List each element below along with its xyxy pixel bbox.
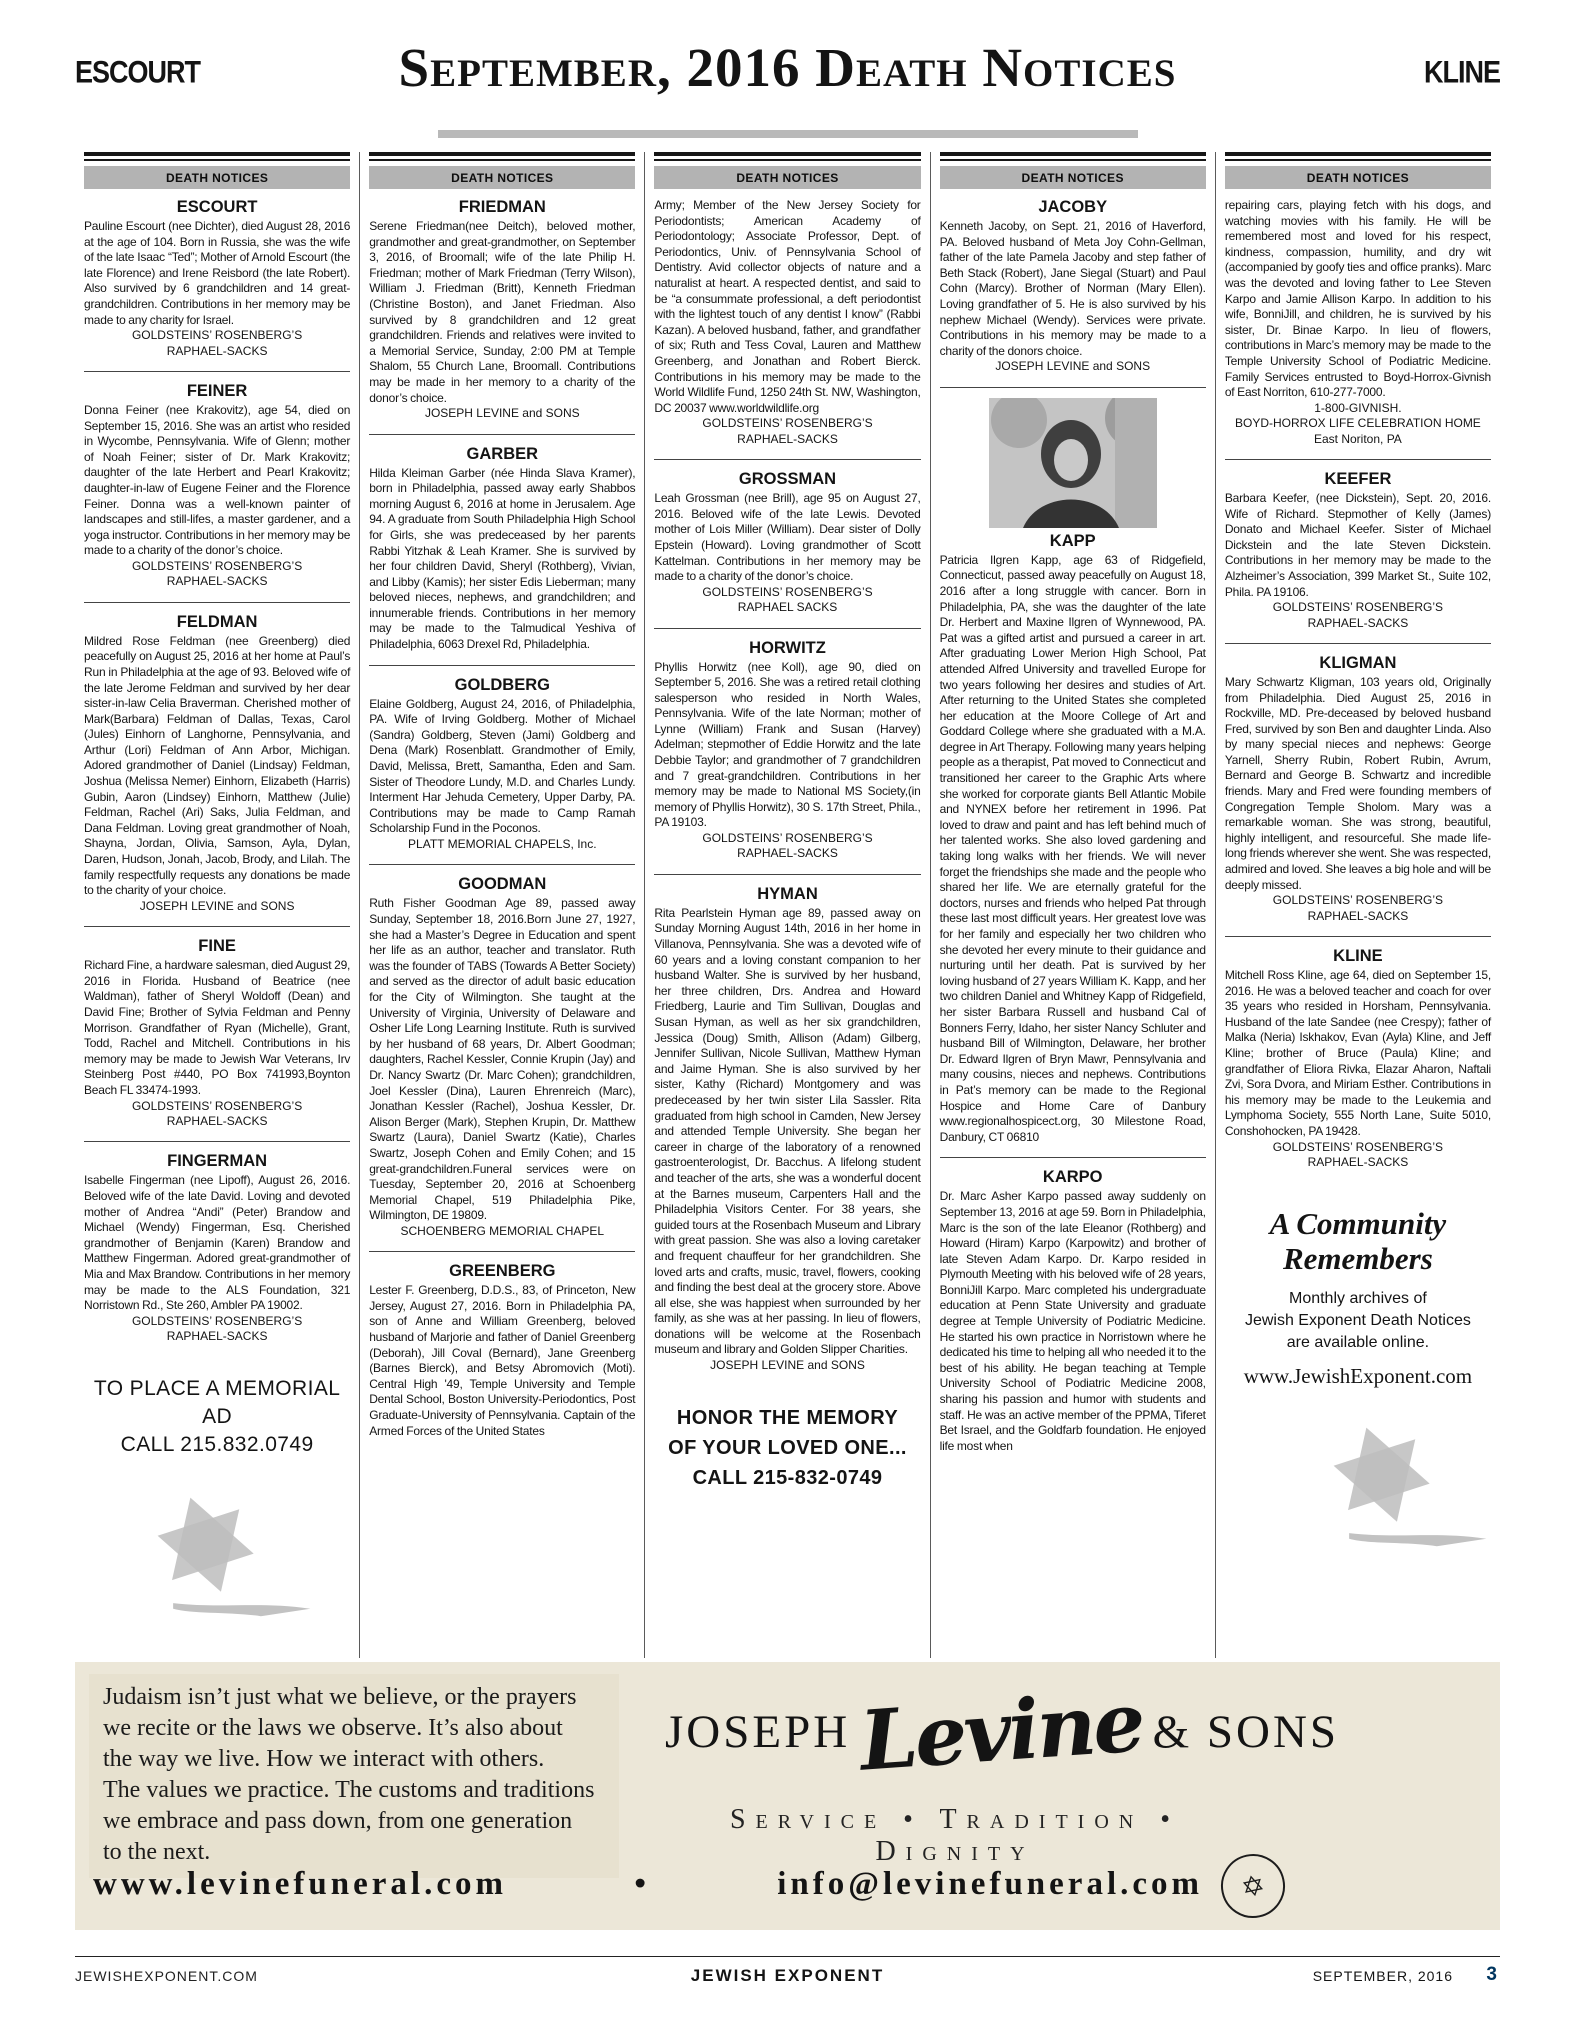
death-notice bbox=[654, 198, 920, 447]
notice-surname: KAPP bbox=[1049, 531, 1096, 550]
funeral-home-credit: RAPHAEL-SACKS bbox=[166, 1329, 268, 1344]
notice-surname: GROSSMAN bbox=[738, 470, 837, 489]
column-header-label: DEATH NOTICES bbox=[654, 166, 920, 189]
death-notice bbox=[84, 382, 350, 590]
notice-surname: FINE bbox=[198, 937, 236, 956]
notice-body: Rita Pearlstein Hyman age 89, passed away on Sunday Morning August 14th, 2016 in her home in Villanova, Pennsylvania. She was a devoted wife of 60 years and a loving constant companion to her husband Walter. She is survived by her husband, her three children, Drs. Andrea and Howard Friedberg, Laurie and Tim Sullivan, Douglas and Susan Hyman, as well as her six grandchildren, Jessica (Doug) Smith, Allison (Adam) Gilberg, Jennifer Sullivan, Nicole Sullivan, Matthew Hyman and Jaime Hyman. She is also survived by her sister, Kathy (Richard) Montgomery and was predeceased by her twin sister Lila Sassler. Rita graduated from high school in Camden, New Jersey and attended Temple University. She began her career in charge of the laboratory of a renowned gastroenterologist, Dr. Bacchus. A lifelong student and teacher of the arts, she was a wonderful docent at the Barnes museum, Carpenters Hall and the Philadelphia Visitors Center. For 38 years, she guided tours at the Rosenbach Museum and Library with great passion. She was also a loving caretaker and frequent chauffeur for her grandchildren. She loved arts and crafts, music, travel, flowers, cooking and finding the best deal at the grocery store. Above all else, she was happiest when surrounded by her family, as she was at her passing. In lieu of flowers, donations will be welcome at the Rosenbach museum and library and Golden Slipper Charities. bbox=[654, 905, 921, 1357]
ad-copy-line: the way we live. How we interact with others. bbox=[103, 1746, 545, 1772]
footer-site: JEWISHEXPONENT.COM bbox=[75, 1968, 258, 1984]
notice-body: Barbara Keefer, (nee Dickstein), Sept. 20, 2016. Wife of Richard. Stepmother of Kelly (James) Donato and Michael Keefer. Sister of Michael Dickstein and the late Steven Dickstein. Contributions in her memory may be made to the Alzheimer’s Association, 399 Market St., Suite 102, Phila. PA 19106. bbox=[1224, 490, 1492, 599]
community-remembers-title: A Community Remembers bbox=[1269, 1206, 1447, 1277]
portrait-photo bbox=[989, 398, 1157, 528]
death-notice bbox=[940, 398, 1206, 1146]
notice-separator bbox=[369, 864, 635, 865]
funeral-home-credit: GOLDSTEINS’ ROSENBERG’S bbox=[1272, 1139, 1444, 1154]
funeral-home-credit: GOLDSTEINS’ ROSENBERG’S bbox=[1272, 600, 1444, 615]
funeral-home-credit: JOSEPH LEVINE and SONS bbox=[710, 1358, 865, 1373]
ad-copy bbox=[89, 1674, 619, 1878]
funeral-home-credit: PLATT MEMORIAL CHAPELS, Inc. bbox=[408, 837, 597, 851]
notice-body: Elaine Goldberg, August 24, 2016, of Philadelphia, PA. Wife of Irving Goldberg. Mother of Michael (Sandra) Goldberg, Steven (Jami) Goldberg and Dena (Mark) Rosenblatt. Grandmother of Emily, David, Melissa, Brett, Samantha, Eden and Sam. Sister of Theodore Lundy, M.D. and Charles Lundy. Interment Har Jehuda Cemetery, Upper Darby, PA. Contributions may be made to Camp Ramah Scholarship Fund in the Poconos. bbox=[369, 696, 636, 836]
funeral-home-credit: East Noriton, PA bbox=[1314, 431, 1402, 446]
promo-line: HONOR THE MEMORY bbox=[676, 1407, 899, 1430]
death-notice bbox=[1225, 198, 1491, 447]
community-remembers-line: are available online. bbox=[1286, 1334, 1430, 1352]
footer-date: SEPTEMBER, 2016 bbox=[1312, 1968, 1453, 1984]
levine-logo bbox=[665, 1674, 1340, 1790]
column-top-rule-thin bbox=[1225, 159, 1491, 161]
notice-body: Mildred Rose Feldman (nee Greenberg) died peacefully on August 25, 2016 at her home at Paul’s Run in Philadelphia at the age of 93. Beloved wife of the late Jerome Feldman and survived by her dear sister-in-law Celia Braverman. Cherished mother of Mark(Barbara) Feldman of Dallas, Texas, Carol (Jules) Einhorn of Langhorne, Pennsylvania, and Arthur (Lori) Feldman of Ann Arbor, Michigan. Adored grandmother of Daniel (Lindsay) Feldman, Joshua (Melissa Nemer) Einhorn, Elizabeth (Harris) Gubin, Aaron (Lindsey) Einhorn, Matthew (Julie) Feldman, Rachel (Ari) Saks, Julia Feldman, and Dana Feldman. Loving great grandmother of Noah, Shayna, Jordan, Olivia, Samson, Ayla, Dylan, Daren, Hudson, Jonah, Jacob, Brody, and Lilah. The family respectfully requests any donations be made to the charity of your choice. bbox=[84, 633, 351, 898]
notice-body: Dr. Marc Asher Karpo passed away suddenly on September 13, 2016 at age 59. Born in Philadelphia, Marc is the son of the late Eleanor (Rothberg) and Howard (Hiram) Karpo (Karpowitz) and brother of late Steven Adam Karpo. Dr. Karpo resided in Plymouth Meeting with his beloved wife of 28 years, BonniJill Karpo. Marc completed his undergraduate education at Penn State University and graduate degree at Temple University of Podiatric Medicine. He started his own practice in Norristown where he dedicated his time to helping all who needed it to the best of his ability. He began teaching at Temple University School of Podiatric Medicine 2008, sharing his passion and humor with students and staff. He was an active member of the PPMA, Tiferet Bet Israel, and the Goldfarb foundation. He enjoyed life most when bbox=[939, 1189, 1206, 1453]
column-header-label: DEATH NOTICES bbox=[369, 166, 635, 189]
promo-line: TO PLACE A MEMORIAL AD bbox=[93, 1376, 341, 1428]
funeral-home-credit: GOLDSTEINS’ ROSENBERG’S bbox=[131, 1313, 303, 1328]
column-top-rule-thin bbox=[369, 159, 635, 161]
levine-ad bbox=[75, 1662, 1500, 1930]
funeral-home-credit: GOLDSTEINS’ ROSENBERG’S bbox=[1272, 893, 1444, 908]
notice-separator bbox=[940, 387, 1206, 388]
star-of-david-graphic bbox=[84, 1493, 350, 1633]
funeral-home-credit: RAPHAEL-SACKS bbox=[166, 343, 268, 358]
funeral-home-credit: RAPHAEL-SACKS bbox=[737, 431, 838, 446]
notice-surname: GREENBERG bbox=[449, 1262, 556, 1281]
notice-body: Phyllis Horwitz (nee Koll), age 90, died on September 5, 2016. She was a retired retail clothing salesperson who resided in North Wales, Pennsylvania. Wife of the late Norman; mother of Lynne (William) Frank and Susan (Harvey) Adelman; stepmother of Eddie Horwitz and the late Debbie Taylor; and grandmother of 7 grandchildren and 7 great-grandchildren. Contributions in her memory may be made to National MS Society,(in memory of Phyllis Horwitz), 30 S. 17th Street, Phila., PA 19103. bbox=[654, 659, 921, 830]
footer-page-number: 3 bbox=[1486, 1964, 1497, 1985]
notice-separator bbox=[654, 459, 920, 460]
funeral-home-credit: RAPHAEL SACKS bbox=[737, 600, 838, 615]
memorial-ad-promo bbox=[84, 1375, 350, 1459]
community-remembers-url: www.JewishExponent.com bbox=[1243, 1364, 1473, 1389]
death-notice bbox=[654, 639, 920, 862]
death-notice bbox=[1225, 470, 1491, 631]
notice-body: Patricia Ilgren Kapp, age 63 of Ridgefield, Connecticut, passed away peacefully on August 18, 2016 after a long struggle with cancer. Born in Philadelphia, PA, she was the daughter of the late Dr. Herbert and Maxine Ilgren of Wynnewood, PA. Pat was a gifted artist and pursued a career in art. After graduating Lower Merion High School, Pat attended Alfred University and travelled Europe for two years following her desires and studies of Art. After returning to the United States she completed her education at the Moore College of Art and Goddard College where she graduated with a M.A. degree in Art Therapy. Following many years helping people as a therapist, Pat moved to Connecticut and transitioned her career to the Graphic Arts where she worked for corporate giants Bell Atlantic Mobile and NYNEX before her retirement in 1996. Pat loved to draw and paint and has left behind much of her talented works. She also loved gardening and taking long walks with her friends. We will never forget the friendships she made and the people who shared her life. We are eternally grateful for the doctors, nurses and friends who helped Pat through these last most difficult years. Her greatest love was for her family and especially her two children who she devoted her every minute to their guidance and nurturing until her death. Pat is survived by her loving husband of 27 years William K. Kapp, and her two children Daniel and Whitney Kapp of Ridgefield, her sister Barbara Russell and husband Cal of Bonners Ferry, Idaho, her sister Nancy Schluter and husband Bill of Wilmington, Delaware, her brother Dr. Edward Ilgren of Bryn Mawr, Pennsylvania and many cousins, nieces and nephews. Contributions in Pat’s memory can be made to the Regional Hospice and Home Care of Danbury www.regionalhospicect.org, 30 Milestone Road, Danbury, CT 06810 bbox=[939, 552, 1206, 1144]
notice-surname: KLINE bbox=[1333, 947, 1383, 966]
notice-separator bbox=[654, 874, 920, 875]
notice-surname: KEEFER bbox=[1324, 469, 1392, 488]
notice-surname: KARPO bbox=[1042, 1168, 1103, 1187]
funeral-home-credit: BOYD-HORROX LIFE CELEBRATION HOME bbox=[1235, 416, 1481, 431]
honor-memory-promo bbox=[654, 1403, 920, 1493]
notice-surname: FEINER bbox=[186, 381, 248, 400]
column-top-rule-thin bbox=[940, 159, 1206, 161]
column-top-rule bbox=[84, 152, 350, 156]
footer-paper-name: JEWISH EXPONENT bbox=[690, 1966, 885, 1985]
funeral-home-credit: JOSEPH LEVINE and SONS bbox=[995, 359, 1151, 374]
notice-body: Army; Member of the New Jersey Society for Periodontists; American Academy of Periodontology; Associate Professor, Dept. of Periodontics, Univ. of Pennsylvania School of Dentistry. Avid collector objects of nature and a naturalist at heart. A respected dentist, and said to be “a consummate professional, a deft periodontist with the lightest touch of any dentist I know” (Rabbi Kazan). A beloved husband, father, and grandfather of six; Ruth and Tess Coval, Lauren and Matthew Greenberg, and Jonathan and Robert Bierck. Contributions in his memory may be made to the World Wildlife Fund, 1250 24th St. NW, Washington, DC 20037 www.worldwildlife.org bbox=[654, 198, 921, 415]
promo-line: CALL 215.832.0749 bbox=[120, 1432, 314, 1456]
funeral-home-credit: GOLDSTEINS’ ROSENBERG’S bbox=[131, 328, 303, 343]
ad-tagline: Service • Tradition • Dignity bbox=[729, 1804, 1181, 1867]
death-notice bbox=[940, 1168, 1206, 1454]
notice-body: repairing cars, playing fetch with his dogs, and watching movies with his family. He will be remembered most and loved for his respect, kindness, compassion, humility, and dry wit (accompanied by goofy ties and office pranks). Marc was the devoted and loving father to Lee Steven Karpo and Jamie Allison Karpo. In addition to his wife, BonniJill, and children, he is survived by his sister, Dr. Binae Karpo. In lieu of flowers, contributions in Marc’s memory may be made to the Temple University School of Podiatric Medicine. Family Services entrusted to Boyd-Horrox-Givnish of East Norriton, 610-277-7000. bbox=[1224, 198, 1492, 400]
notice-separator bbox=[84, 602, 350, 603]
community-remembers bbox=[1225, 1206, 1491, 1389]
notice-body: Ruth Fisher Goodman Age 89, passed away Sunday, September 18, 2016.Born June 27, 1927, she had a Master’s Degree in Education and spent her life as an author, teacher and translator. Ruth was the founder of TABS (Towards A Better Society) and served as the director of adult basic education for the City of Wilmington. She taught at the University of Virginia, University of Delaware and Osher Life Long Learning Institute. Ruth is survived by her husband of 68 years, Dr. Albert Goodman; daughters, Rachel Kessler, Connie Krupin (Jay) and Dr. Nancy Swartz (Dr. Marc Cohen); grandchildren, Joel Kessler (Dina), Lauren Ehrenreich (Marc), Jonathan Kessler (Rachel), Joshua Kessler, Dr. Alison Berger (Mark), Stephen Krupin, Dr. Matthew Swartz (Laura), Daniel Swartz (Katie), Charles Swartz, Joseph Cohen and Emily Cohen; and 15 great-grandchildren.Funeral services were on Tuesday, September 20, 2016 at Schoenberg Memorial Chapel, 519 Philadelphia Pike, Wilmington, DE 19809. bbox=[369, 896, 636, 1223]
joseph-text: JOSEPH bbox=[665, 1706, 851, 1758]
funeral-home-credit: JOSEPH LEVINE and SONS bbox=[424, 406, 580, 421]
death-notice bbox=[84, 937, 350, 1129]
notice-body: Serene Friedman(nee Deitch), beloved mother, grandmother and great-grandmother, on September 3, 2016, of Broomall; wife of the late Philip H. Friedman; mother of Mark Friedman (Terry Wilson), William J. Friedman (Britt), Kenneth Friedman (Christine Boston), and Janet Friedman. Also survived by 8 grandchildren and 12 great grandchildren. Friends and relatives were invited to a Memorial Service, Sunday, 2:00 PM at Temple Shalom, 55 Church Lane, Broomall. Contributions may be made in her memory to a charity of the donor’s choice. bbox=[369, 219, 636, 405]
notice-separator bbox=[1225, 643, 1491, 644]
column-top-rule bbox=[940, 152, 1206, 156]
notice-separator bbox=[84, 371, 350, 372]
death-notice bbox=[654, 885, 920, 1374]
funeral-home-credit: 1-800-GIVNISH. bbox=[1314, 400, 1402, 415]
notice-surname: ESCOURT bbox=[176, 198, 258, 216]
notice-separator bbox=[84, 1141, 350, 1142]
funeral-home-credit: GOLDSTEINS’ ROSENBERG’S bbox=[702, 416, 873, 431]
footer-rule bbox=[75, 1956, 1500, 1957]
death-notice bbox=[369, 676, 635, 853]
death-notice bbox=[369, 875, 635, 1239]
ad-copy-line: The values we practice. The customs and traditions bbox=[103, 1777, 595, 1803]
notice-separator bbox=[369, 434, 635, 435]
bullet-separator: • bbox=[634, 1866, 650, 1902]
notice-separator bbox=[369, 665, 635, 666]
notice-surname: JACOBY bbox=[1038, 198, 1108, 216]
star-of-david-icon: ✡ bbox=[1238, 1868, 1268, 1904]
death-notice-column bbox=[75, 152, 359, 1658]
star-of-david-graphic bbox=[1225, 1423, 1491, 1563]
notice-surname: HYMAN bbox=[757, 884, 818, 903]
ad-copy-line: we embrace and pass down, from one generation bbox=[103, 1808, 573, 1834]
column-top-rule-thin bbox=[84, 159, 350, 161]
notice-surname: HORWITZ bbox=[749, 638, 826, 657]
notice-surname: GOODMAN bbox=[458, 875, 547, 894]
levine-website: www.levinefuneral.com bbox=[93, 1866, 507, 1902]
death-notice-column bbox=[1215, 152, 1500, 1658]
death-notice bbox=[1225, 947, 1491, 1170]
notice-body: Pauline Escourt (nee Dichter), died August 28, 2016 at the age of 104. Born in Russia, she was the wife of the late Isaac “Ted”; Mother of Arnold Escourt (the late Florence) and Irene Reisbord (the late Robert). Also survived by 6 grandchildren and 14 great-grandchildren. Contributions in her memory may be made to any charity for Israel. bbox=[84, 219, 351, 327]
ad-copy-line: Judaism isn’t just what we believe, or the prayers bbox=[103, 1684, 577, 1710]
notice-separator bbox=[940, 1157, 1206, 1158]
funeral-home-credit: RAPHAEL-SACKS bbox=[166, 1113, 268, 1128]
column-top-rule-thin bbox=[654, 159, 920, 161]
death-notice bbox=[84, 1152, 350, 1344]
page-guide-left: ESCOURT bbox=[75, 54, 201, 90]
notice-body: Donna Feiner (nee Krakovitz), age 54, died on September 15, 2016. She was an artist who resided in Wycombe, Pennsylvania. Wife of Glenn; mother of Noah Feiner; sister of Dr. Mark Krakovitz; daughter of the late Herbert and Pearl Krakovitz; daughter-in-law of Eugene Feiner and the Florence Feiner. Donna was a well-known painter of landscapes and still-lifes, a master gardener, and a yoga instructor. Contributions in her memory may be made to a charity of the donor’s choice. bbox=[84, 402, 351, 558]
levine-email: info@levinefuneral.com bbox=[777, 1866, 1203, 1902]
death-notice bbox=[1225, 654, 1491, 924]
funeral-home-credit: JOSEPH LEVINE and SONS bbox=[139, 898, 295, 913]
promo-line: CALL 215-832-0749 bbox=[692, 1467, 883, 1490]
community-remembers-line: Monthly archives of bbox=[1288, 1290, 1427, 1308]
notice-body: Lester F. Greenberg, D.D.S., 83, of Princeton, New Jersey, August 27, 2016. Born in Philadelphia PA, son of Anne and William Greenberg, beloved husband of Marjorie and father of Daniel Greenberg (Deborah), Jill Coval (Bernard), Jane Greenberg (Barnes Bierck), and Betsy Abromovich (Moti). Central High '49, Temple University and Temple Dental School, Boston University-Periodontics, Post Graduate-University of Pennsylvania. Captain of the Armed Forces of the United States bbox=[369, 1283, 636, 1438]
notice-body: Isabelle Fingerman (nee Lipoff), August 26, 2016. Beloved wife of the late David. Loving and devoted mother of Andrea “Andi” (Peter) Brandow and Michael (Wendy) Fingerman, Esq. Cherished grandmother of Benjamin (Karen) Brandow and Matthew Fingerman. Adored great-grandmother of Mia and Max Brandow. Contributions in her memory may be made to the ALS Foundation, 321 Norristown Rd., Ste 260, Ambler PA 19002. bbox=[84, 1173, 351, 1313]
page-title: September, 2016 Death Notices bbox=[398, 37, 1177, 98]
column-header-label: DEATH NOTICES bbox=[940, 166, 1206, 189]
death-notice bbox=[369, 198, 635, 422]
column-top-rule bbox=[1225, 152, 1491, 156]
notice-body: Richard Fine, a hardware salesman, died August 29, 2016 in Florida. Husband of Beatrice (nee Waldman), father of Sheryl Woldoff (Dean) and David Fine; Brother of Sylvia Feldman and Penny Morrison. Grandfather of Ryan (Michelle), Grant, Todd, Rachel and Mitchell. Contributions in his memory may be made to Jewish War Veterans, Irv Steinberg Post #440, PO Box 741993,Boynton Beach FL 33474-1993. bbox=[84, 958, 351, 1097]
ad-copy-line: we recite or the laws we observe. It’s also about bbox=[103, 1715, 563, 1741]
funeral-home-credit: RAPHAEL-SACKS bbox=[1307, 908, 1409, 923]
title-underline bbox=[438, 130, 1138, 138]
column-header-label: DEATH NOTICES bbox=[1225, 166, 1491, 189]
funeral-home-credit: RAPHAEL-SACKS bbox=[1307, 1154, 1409, 1169]
death-notice-column bbox=[359, 152, 644, 1658]
death-notice-column bbox=[930, 152, 1215, 1658]
promo-line: OF YOUR LOVED ONE... bbox=[668, 1437, 907, 1460]
funeral-home-credit: RAPHAEL-SACKS bbox=[1307, 615, 1409, 630]
notice-body: Hilda Kleiman Garber (née Hinda Slava Kramer), born in Philadelphia, passed away early Shabbos morning August 6, 2016 at home in Jerusalem. Age 94. A graduate from South Philadelphia High School for Girls, she was predeceased by her parents Rabbi Yitzhak & Leah Kramer. She is survived by her four children David, Sheryl (Rothberg), Vivian, and Libby (Kamis); her sister Edis Lieberman; many beloved nieces, nephews, and grandchildren; and innumerable friends. Contributions in her memory may be made to the Talmudical Yeshiva of Philadelphia, 6063 Drexel Rd, Philadelphia. bbox=[369, 465, 636, 652]
notice-separator bbox=[654, 628, 920, 629]
notice-body: Kenneth Jacoby, on Sept. 21, 2016 of Haverford, PA. Beloved husband of Meta Joy Cohn-Gellman, father of the late Pamela Jacoby and step father of Beth Stack (Robert), Jane Siegal (Stuart) and Paul Cohn (Marcy). Brother of Norman (Mary Ellen). Loving grandfather of 5. He is also survived by his nephew Michael (Wendy). Services were private. Contributions in his memory may be made to a charity of the donors choice. bbox=[939, 219, 1206, 358]
ad-copy-line: to the next. bbox=[103, 1839, 211, 1865]
funeral-home-credit: SCHOENBERG MEMORIAL CHAPEL bbox=[400, 1223, 605, 1238]
notice-surname: FINGERMAN bbox=[167, 1152, 268, 1171]
sons-text: & SONS bbox=[1152, 1706, 1340, 1758]
notice-surname: KLIGMAN bbox=[1319, 653, 1397, 672]
notice-surname: FELDMAN bbox=[176, 612, 258, 631]
notice-surname: GOLDBERG bbox=[454, 675, 550, 694]
notice-separator bbox=[1225, 936, 1491, 937]
notice-separator bbox=[84, 926, 350, 927]
notice-body: Leah Grossman (nee Brill), age 95 on August 27, 2016. Beloved wife of the late Lewis. Devoted mother of Lois Miller (William). Dear sister of Dolly Epstein (Howard). Loving grandmother of Scott Kattelman. Contributions in her memory may be made to a charity of the donor’s choice. bbox=[654, 491, 921, 584]
funeral-home-credit: RAPHAEL-SACKS bbox=[737, 846, 838, 861]
death-notice bbox=[369, 1262, 635, 1439]
notice-separator bbox=[369, 1251, 635, 1252]
death-notice-column bbox=[644, 152, 929, 1658]
column-header-label: DEATH NOTICES bbox=[84, 166, 350, 189]
ad-websites bbox=[93, 1866, 1203, 1903]
funeral-home-credit: GOLDSTEINS’ ROSENBERG’S bbox=[702, 831, 873, 846]
funeral-home-credit: GOLDSTEINS’ ROSENBERG’S bbox=[131, 1098, 303, 1113]
column-top-rule bbox=[654, 152, 920, 156]
death-notice bbox=[940, 198, 1206, 375]
funeral-home-credit: GOLDSTEINS’ ROSENBERG’S bbox=[131, 558, 303, 573]
funeral-home-credit: RAPHAEL-SACKS bbox=[166, 574, 268, 589]
death-notice bbox=[84, 613, 350, 915]
columns bbox=[75, 152, 1500, 1658]
funeral-home-credit: GOLDSTEINS’ ROSENBERG’S bbox=[702, 584, 873, 599]
notice-separator bbox=[1225, 459, 1491, 460]
notice-surname: GARBER bbox=[466, 444, 539, 463]
community-remembers-line: Jewish Exponent Death Notices bbox=[1244, 1312, 1471, 1330]
levine-script-text: Levine bbox=[857, 1674, 1146, 1790]
death-notice bbox=[654, 470, 920, 615]
notice-body: Mary Schwartz Kligman, 103 years old, Originally from Philadelphia. Died August 25, 2016 in Rockville, MD. Pre-deceased by beloved husband Fred, survived by son Ben and daughter Linda. Also by many special nieces and nephews: George Yarnell, Sherry Rubin, Robert Rubin, Avrum, Bernard and George B. Schwartz and incredible friends. Mary and Fred were founding members of Congregation Temple Sholom. Mary was a remarkable woman. She was strong, beautiful, highly intelligent, and resourceful. She made life-long friends wherever she went. She was respected, admired and loved. She leaves a big hole and will be deeply missed. bbox=[1224, 674, 1492, 892]
death-notice bbox=[84, 198, 350, 359]
page-guide-right: KLINE bbox=[1424, 54, 1500, 90]
notice-body: Mitchell Ross Kline, age 64, died on September 15, 2016. He was a beloved teacher and coach for over 35 years who resided in Horsham, Pennsylvania. Husband of the late Sandee (nee Crespy); father of Malka (Neria) Iskhakov, Evan (Ayla) Kline, and Jeff Kline; brother of Bruce (Paula) Kline; and grandfather of Eliora Rivka, Elazar Aharon, Naftali Zvi, Sora Dvora, and Miriam Esther. Contributions in his memory may be made to the Leukemia and Lymphoma Society, 555 North Lane, Suite 5010, Conshohocken, PA 19428. bbox=[1224, 968, 1492, 1138]
notice-surname: FRIEDMAN bbox=[458, 198, 546, 216]
death-notice bbox=[369, 445, 635, 653]
column-top-rule bbox=[369, 152, 635, 156]
